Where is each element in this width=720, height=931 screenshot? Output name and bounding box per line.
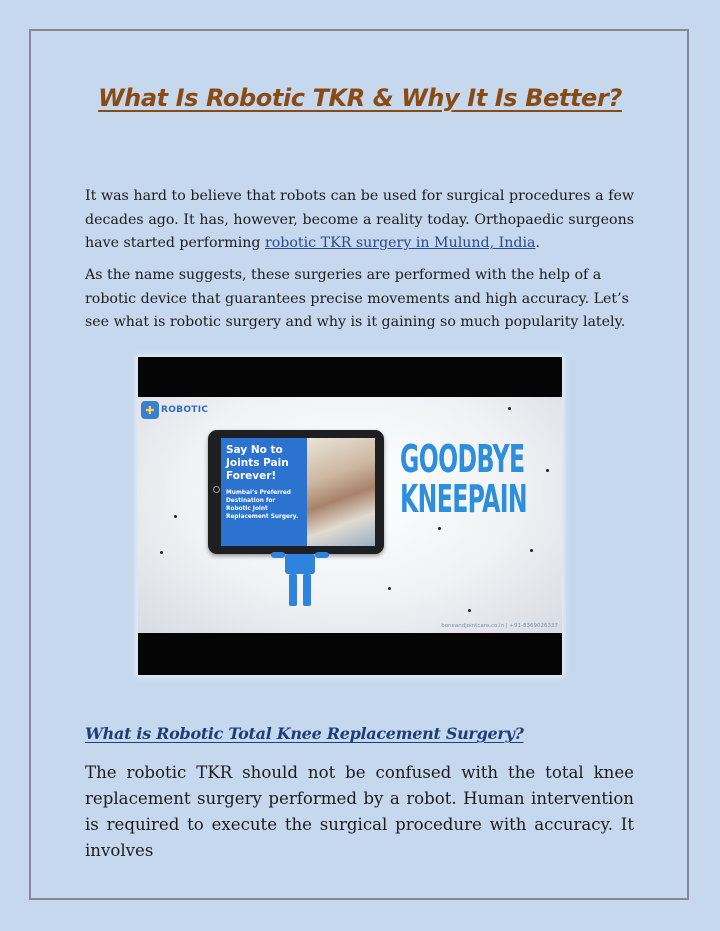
tablet-headline: Say No to Joints Pain Forever!: [226, 444, 289, 482]
robotic-tkr-link[interactable]: robotic TKR surgery in Mulund, India: [264, 235, 536, 251]
banner-line-1: GOODBYE: [400, 437, 525, 481]
section-paragraph: The robotic TKR should not be confused with the total knee replacement surgery performed by a robot. Human intervention is required to execute the surgical procedure with accuracy. It involves: [85, 763, 634, 860]
tablet-graphic: [208, 430, 384, 554]
robotic-logo: [141, 401, 208, 419]
intro-period: .: [535, 235, 540, 251]
logo-text: ROBOTIC: [161, 405, 209, 415]
tablet-subtext: Mumbai’s Preferred Destination for Robotic Joint Replacement Surgery.: [226, 490, 299, 520]
section-heading-text: What is Robotic Total Knee Replacement Surgery?: [85, 724, 524, 743]
goodbye-kneepain-banner: [400, 437, 528, 521]
page-title-text: What Is Robotic TKR & Why It Is Better?: [98, 84, 622, 112]
promo-scene: [138, 397, 562, 633]
intro-text: It was hard to believe that robots can be used for surgical procedures a few decades ago. It has, however, become a reality today. Orthopaedic surgeons have started performing: [85, 188, 634, 251]
b-icon: ✚: [141, 401, 159, 419]
banner-line-2: KNEEPAIN: [400, 477, 528, 521]
intro-paragraph: [85, 185, 634, 256]
page-title: [0, 84, 720, 112]
knee-photo: [307, 438, 375, 546]
promo-video-image[interactable]: [138, 357, 562, 675]
tablet-camera-icon: [213, 486, 220, 493]
tablet-screen: [221, 438, 375, 546]
section-heading: [85, 724, 524, 743]
explanation-paragraph: As the name suggests, these surgeries are performed with the help of a robotic device that guarantees precise movements and high accuracy. Let’s see what is robotic surgery and why is it gaining so much popularity lately.: [85, 267, 629, 330]
contact-info: boneandjointcare.co.in | +91-8369026337: [441, 623, 558, 629]
tablet-text-panel: [221, 438, 307, 546]
